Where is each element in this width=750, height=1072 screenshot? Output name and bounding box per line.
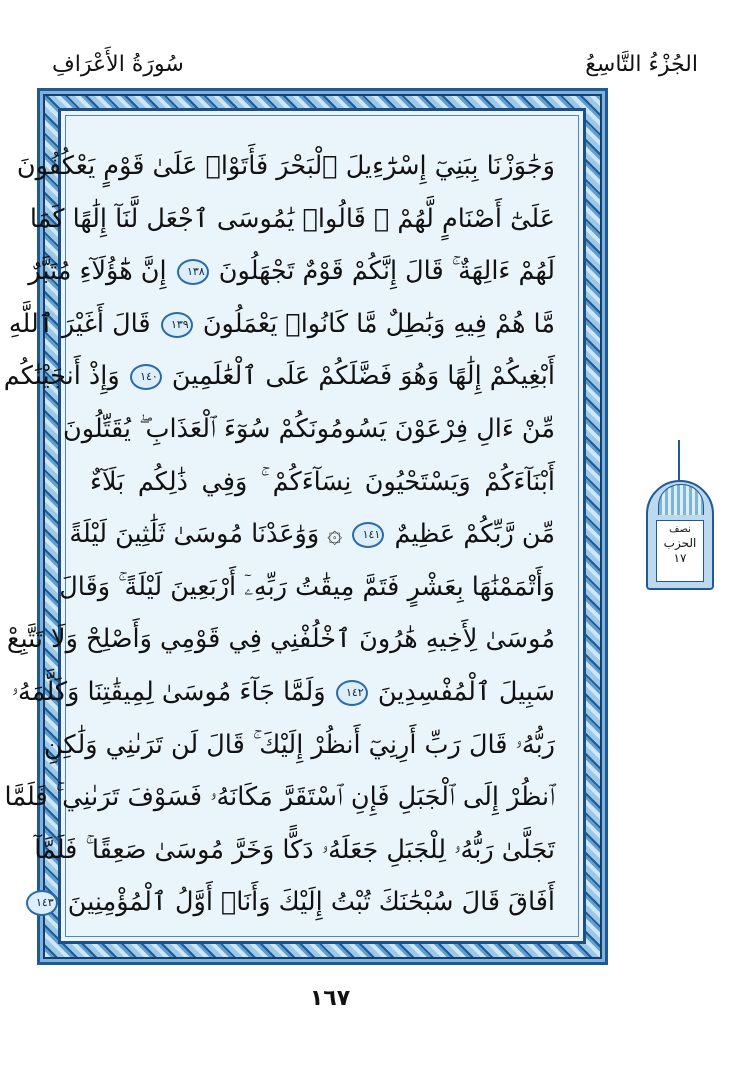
text-segment: مَّا هُمْ فِيهِ وَبَٰطِلٌ مَّا كَانُوا۟ يَعْمَلُونَ	[202, 308, 555, 339]
text-segment: وَجَٰوَزْنَا بِبَنِيٓ إِسْرَٰٓءِيلَ ٱلْبَحْرَ فَأَتَوْا۟ عَلَىٰ قَوْمٍ يَعْكُفُونَ	[16, 151, 555, 181]
ayah-number-marker: ١٣٨	[177, 259, 209, 285]
text-segment: إِنَّ هَٰٓؤُلَآءِ مُتَبَّرٌ	[28, 256, 167, 287]
text-segment: وَإِذْ أَنجَيْنَٰكُم	[3, 361, 120, 392]
ayah-number-marker: ١٤١	[352, 522, 384, 548]
ayah-number-marker: ١٤٢	[336, 680, 368, 706]
text-segment: مُوسَىٰ لِأَخِيهِ هَٰرُونَ ٱخْلُفْنِي فِي قَوْمِي وَأَصْلِحْ وَلَا تَتَّبِعْ	[6, 624, 555, 655]
surah-name: سُورَةُ الأَعْرَافِ	[52, 52, 184, 77]
text-segment: تَجَلَّىٰ رَبُّهُۥ لِلْجَبَلِ جَعَلَهُۥ دَكًّا وَخَرَّ مُوسَىٰ صَعِقًا ۚ فَلَمَّآ	[34, 834, 555, 865]
text-segment: سَبِيلَ ٱلْمُفْسِدِينَ	[377, 676, 555, 707]
text-line	[28, 245, 555, 298]
ayah-number-marker: ١٤٣	[26, 890, 58, 916]
text-segment: عَلَىٰٓ أَصْنَامٍ لَّهُمْ ۚ قَالُوا۟ يَٰمُوسَى ٱجْعَل لَّنَآ إِلَٰهًا كَمَا	[29, 203, 555, 234]
hizb-number: ١٧	[673, 551, 687, 565]
text-segment: رَبُّهُۥ قَالَ رَبِّ أَرِنِيٓ أَنظُرْ إِلَيْكَ ۚ قَالَ لَن تَرَىٰنِي وَلَٰكِنِ	[43, 729, 555, 760]
text-segment: قَالَ أَغَيْرَ ٱللَّهِ	[8, 308, 151, 339]
text-segment: مِّنْ ءَالِ فِرْعَوْنَ يَسُومُونَكُمْ سُوٓءَ ٱلْعَذَابِ ۖ يُقَتِّلُونَ	[62, 413, 555, 444]
text-line	[35, 876, 555, 929]
text-segment: أَبْغِيكُمْ إِلَٰهًا وَهُوَ فَضَّلَكُمْ عَلَى ٱلْعَٰلَمِينَ	[171, 361, 555, 392]
text-segment: وَلَمَّا جَآءَ مُوسَىٰ لِمِيقَٰتِنَا وَكَلَّمَهُۥ	[11, 676, 326, 707]
text-line	[43, 719, 555, 772]
hizb-marker	[640, 440, 720, 600]
text-segment: أَفَاقَ قَالَ سُبْحَٰنَكَ تُبْتُ إِلَيْكَ وَأَنَا۠ أَوَّلُ ٱلْمُؤْمِنِينَ	[67, 887, 555, 918]
text-line	[6, 613, 555, 666]
text-line	[62, 403, 555, 456]
text-line	[69, 508, 555, 561]
marker-label-box	[656, 520, 704, 582]
text-segment: ۞ وَوَٰعَدْنَا مُوسَىٰ ثَلَٰثِينَ لَيْلَةً	[69, 519, 343, 550]
text-line	[4, 771, 555, 824]
text-line	[16, 140, 555, 193]
quran-text	[3, 140, 555, 930]
text-line	[59, 561, 555, 614]
page-number: ١٦٧	[309, 986, 351, 1011]
text-segment: أَبْنَآءَكُمْ وَيَسْتَحْيُونَ نِسَآءَكُمْ ۚ وَفِي ذَٰلِكُم بَلَآءٌ	[90, 466, 555, 497]
marker-finial	[678, 440, 680, 480]
hizb-label-mid: الحزب	[663, 536, 697, 550]
text-line	[29, 193, 555, 246]
text-line	[8, 298, 555, 351]
text-line	[34, 824, 555, 877]
text-line	[90, 456, 555, 509]
text-segment: وَأَتْمَمْنَٰهَا بِعَشْرٍ فَتَمَّ مِيقَٰتُ رَبِّهِۦٓ أَرْبَعِينَ لَيْلَةً ۚ وَقَالَ	[59, 571, 555, 602]
text-line	[3, 350, 555, 403]
ayah-number-marker: ١٣٩	[161, 312, 193, 338]
ayah-number-marker: ١٤٠	[130, 364, 162, 390]
text-segment: مِّن رَّبِّكُمْ عَظِيمٌ	[394, 519, 555, 550]
text-segment: لَهُمْ ءَالِهَةٌ ۚ قَالَ إِنَّكُمْ قَوْمٌ تَجْهَلُونَ	[218, 256, 555, 287]
hizb-label-top: نصف	[669, 524, 691, 535]
juz-name: الجُزْءُ التَّاسِعُ	[585, 52, 698, 77]
text-line	[11, 666, 555, 719]
text-segment: ٱنظُرْ إِلَى ٱلْجَبَلِ فَإِنِ ٱسْتَقَرَّ مَكَانَهُۥ فَسَوْفَ تَرَىٰنِي ۚ فَلَمَّا	[4, 782, 555, 813]
